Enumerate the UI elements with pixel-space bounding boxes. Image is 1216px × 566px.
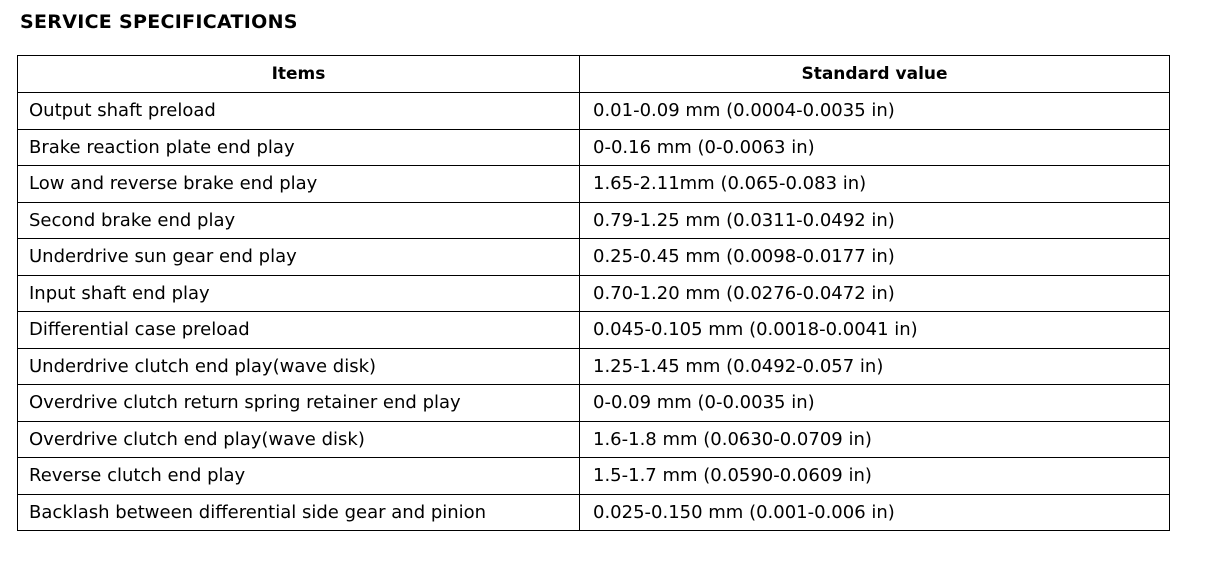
item-cell: Overdrive clutch return spring retainer end play bbox=[18, 385, 580, 422]
value-cell: 0.70-1.20 mm (0.0276-0.0472 in) bbox=[580, 275, 1170, 312]
value-cell: 1.6-1.8 mm (0.0630-0.0709 in) bbox=[580, 421, 1170, 458]
table-row bbox=[18, 129, 1170, 166]
item-cell: Reverse clutch end play bbox=[18, 458, 580, 495]
value-cell: 0.79-1.25 mm (0.0311-0.0492 in) bbox=[580, 202, 1170, 239]
item-cell: Brake reaction plate end play bbox=[18, 129, 580, 166]
table-row bbox=[18, 166, 1170, 203]
table-row bbox=[18, 458, 1170, 495]
value-cell: 1.5-1.7 mm (0.0590-0.0609 in) bbox=[580, 458, 1170, 495]
value-cell: 0-0.09 mm (0-0.0035 in) bbox=[580, 385, 1170, 422]
value-cell: 0.025-0.150 mm (0.001-0.006 in) bbox=[580, 494, 1170, 531]
item-cell: Overdrive clutch end play(wave disk) bbox=[18, 421, 580, 458]
table-row bbox=[18, 239, 1170, 276]
item-cell: Differential case preload bbox=[18, 312, 580, 349]
table-header-row bbox=[18, 56, 1170, 93]
value-cell: 0.045-0.105 mm (0.0018-0.0041 in) bbox=[580, 312, 1170, 349]
value-cell: 0-0.16 mm (0-0.0063 in) bbox=[580, 129, 1170, 166]
value-cell: 1.25-1.45 mm (0.0492-0.057 in) bbox=[580, 348, 1170, 385]
item-cell: Second brake end play bbox=[18, 202, 580, 239]
table-row bbox=[18, 275, 1170, 312]
service-specifications-table bbox=[17, 55, 1170, 531]
value-cell: 0.25-0.45 mm (0.0098-0.0177 in) bbox=[580, 239, 1170, 276]
header-items: Items bbox=[18, 56, 580, 93]
header-standard-value: Standard value bbox=[580, 56, 1170, 93]
table-row bbox=[18, 421, 1170, 458]
page-title: SERVICE SPECIFICATIONS bbox=[20, 11, 298, 33]
table-row bbox=[18, 385, 1170, 422]
item-cell: Backlash between differential side gear and pinion bbox=[18, 494, 580, 531]
value-cell: 0.01-0.09 mm (0.0004-0.0035 in) bbox=[580, 93, 1170, 130]
table-row bbox=[18, 348, 1170, 385]
table-row bbox=[18, 93, 1170, 130]
table-row bbox=[18, 312, 1170, 349]
value-cell: 1.65-2.11mm (0.065-0.083 in) bbox=[580, 166, 1170, 203]
item-cell: Low and reverse brake end play bbox=[18, 166, 580, 203]
item-cell: Underdrive clutch end play(wave disk) bbox=[18, 348, 580, 385]
table-row bbox=[18, 202, 1170, 239]
item-cell: Underdrive sun gear end play bbox=[18, 239, 580, 276]
item-cell: Output shaft preload bbox=[18, 93, 580, 130]
table-row bbox=[18, 494, 1170, 531]
item-cell: Input shaft end play bbox=[18, 275, 580, 312]
